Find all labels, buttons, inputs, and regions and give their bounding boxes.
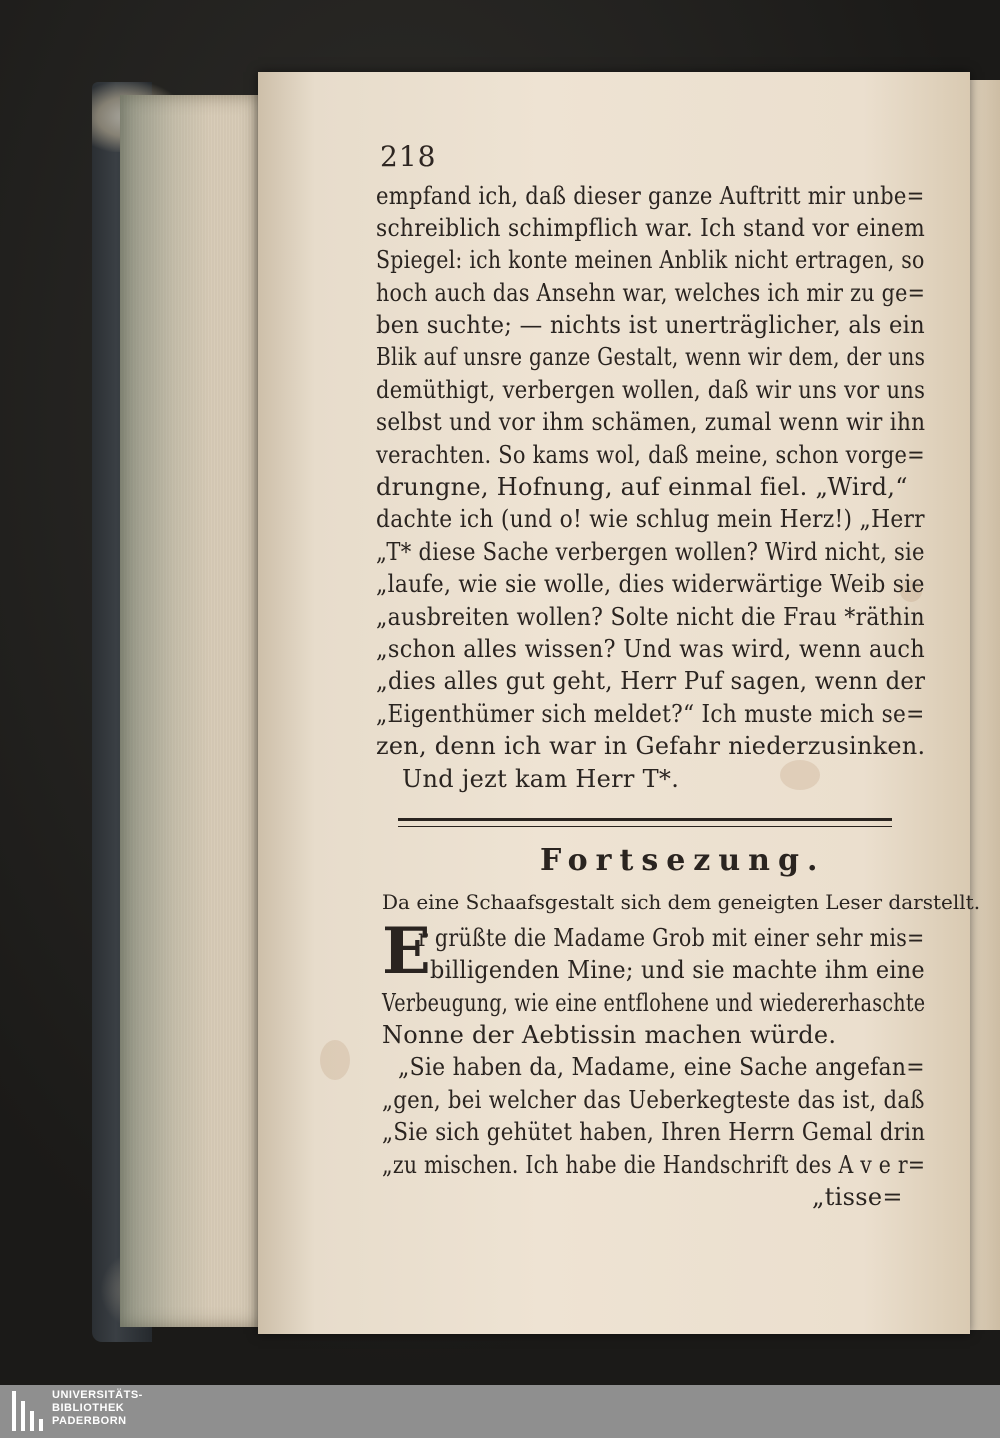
text-line: Blik auf unsre ganze Gestalt, wenn wir dem, der uns: [376, 343, 926, 371]
text-line: „gen, bei welcher das Ueberkegteste das ist, daß: [382, 1086, 925, 1114]
text-line: ben suchte; — nichts ist unerträglicher, als ein: [376, 311, 925, 339]
text-line: schreiblich schimpflich war. Ich stand vor einem: [376, 214, 926, 242]
text-line: „laufe, wie sie wolle, dies widerwärtige Weib sie: [376, 570, 925, 598]
text-line: „dies alles gut geht, Herr Puf sagen, wenn der: [376, 667, 926, 695]
text-line: „Sie haben da, Madame, eine Sache angefan=: [398, 1053, 925, 1081]
text-line: selbst und vor ihm schämen, zumal wenn wir ihn: [376, 408, 926, 436]
section-rule: [398, 826, 892, 827]
page-number: 218: [380, 140, 437, 173]
text-line: r grüßte die Madame Grob mit einer sehr mis=: [418, 924, 925, 952]
section-heading: Fortsezung.: [540, 843, 826, 878]
library-footer: [0, 1385, 1000, 1438]
text-line: Nonne der Aebtissin machen würde.: [382, 1021, 837, 1049]
text-line: dachte ich (und o! wie schlug mein Herz!) „Herr: [376, 505, 925, 533]
text-line: demüthigt, verbergen wollen, daß wir uns vor uns: [376, 376, 926, 404]
text-line: Spiegel: ich konte meinen Anblik nicht ertragen, so: [376, 246, 925, 274]
text-line: drungne, Hofnung, auf einmal fiel. „Wird,“: [376, 473, 908, 501]
foxing-spot: [780, 760, 820, 790]
foxing-spot: [320, 1040, 350, 1080]
text-line: „schon alles wissen? Und was wird, wenn auch: [376, 635, 925, 663]
catchword: „tisse=: [812, 1183, 903, 1211]
drop-cap: E: [382, 914, 431, 989]
text-line: „T* diese Sache verbergen wollen? Wird nicht, sie: [376, 538, 925, 566]
text-line: hoch auch das Ansehn war, welches ich mir zu ge=: [376, 279, 926, 307]
text-line: „Eigenthümer sich meldet?“ Ich muste mich se=: [376, 700, 925, 728]
text-line: „Sie sich gehütet haben, Ihren Herrn Gemal drin: [382, 1118, 926, 1146]
section-subheading: Da eine Schaafsgestalt sich dem geneigten Leser darstellt.: [382, 890, 981, 914]
library-logo-icon: [12, 1391, 44, 1431]
library-name-line: BIBLIOTHEK: [52, 1402, 125, 1414]
text-line: billigenden Mine; und sie machte ihm eine: [430, 956, 925, 984]
text-line: „ausbreiten wollen? Solte nicht die Frau *räthin: [376, 603, 925, 631]
text-line: zen, denn ich war in Gefahr niederzusinken.: [376, 732, 926, 760]
text-line: Verbeugung, wie eine entflohene und wiedererhaschte: [382, 989, 926, 1017]
section-rule: [398, 818, 892, 821]
page-edges-tint: [120, 95, 210, 1327]
text-line: empfand ich, daß dieser ganze Auftritt mir unbe=: [376, 182, 925, 210]
text-line: Und jezt kam Herr T*.: [402, 765, 680, 793]
library-name-line: PADERBORN: [52, 1415, 127, 1427]
library-name: [52, 1389, 143, 1428]
text-line: verachten. So kams wol, daß meine, schon vorge=: [376, 441, 925, 469]
text-line: „zu mischen. Ich habe die Handschrift des A v e r=: [382, 1151, 926, 1179]
library-name-line: UNIVERSITÄTS-: [52, 1389, 143, 1401]
